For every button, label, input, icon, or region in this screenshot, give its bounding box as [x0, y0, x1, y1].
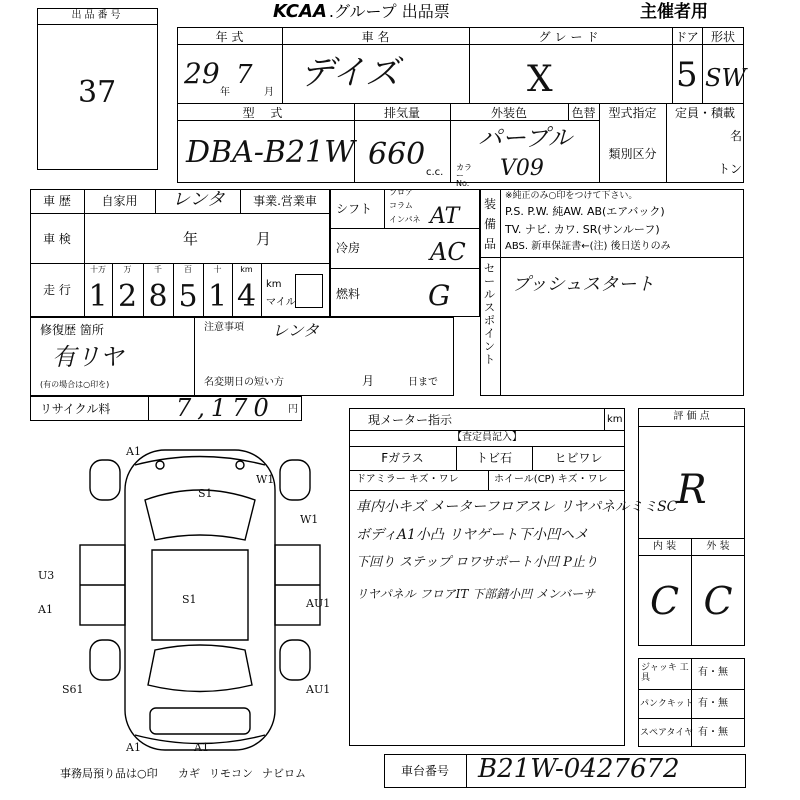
- color-no-value: V09: [500, 156, 544, 181]
- equipment-label: 装備品: [484, 197, 497, 251]
- month-unit: 月: [264, 87, 274, 98]
- windshield-label: Fガラス: [381, 451, 424, 465]
- inspection-line: 車内小キズ メーターフロアスレ リヤパネルミミSC: [356, 499, 678, 515]
- recolor-label: 色替: [571, 106, 596, 120]
- digit-label-10k: 万: [123, 265, 132, 274]
- sheet-title: .グループ 出品票: [328, 2, 450, 21]
- rear-window: [148, 645, 252, 692]
- mileage-digit: 2: [117, 279, 138, 314]
- color-value: パープル: [478, 124, 572, 152]
- damage-mark: S1: [198, 487, 213, 500]
- key-label: カギ: [178, 767, 200, 780]
- header: [273, 2, 450, 21]
- grade-value: X: [527, 59, 553, 100]
- meter-label: 現メーター指示: [368, 413, 453, 427]
- stone-chip-label: トビ石: [475, 451, 512, 465]
- interior-label: 内 装: [652, 541, 677, 552]
- model-label: 型 式: [242, 106, 289, 120]
- displacement-value: 660: [368, 137, 426, 172]
- interior-grade: C: [649, 579, 680, 623]
- navi-rom-label: ナビロム: [262, 767, 306, 780]
- equipment-note: ※純正のみ○印をつけて下さい。: [505, 191, 638, 201]
- lot-number-value: 37: [78, 75, 117, 110]
- fuel-label: 燃料: [336, 287, 361, 301]
- inspection-line: リヤパネル フロアIT 下部錆小凹 メンバーサ: [356, 587, 596, 601]
- doors-label: ドア: [675, 30, 699, 44]
- grade-title: 評 価 点: [673, 411, 710, 422]
- fuel-value: G: [428, 279, 451, 312]
- digit-label-100k: 十万: [90, 265, 106, 274]
- repair-history-label: 修復歴 箇所: [40, 323, 104, 337]
- office-note: 事務局預り品は○印: [60, 767, 158, 780]
- rear-gate: [150, 708, 250, 734]
- sales-point-label: セールスポイント: [484, 262, 495, 366]
- year-unit: 年: [220, 87, 230, 98]
- shift-inpane-label: インパネ: [389, 215, 421, 224]
- damage-mark: W1: [300, 513, 319, 526]
- equipment-line-1: P.S. P.W. 純AW. AB(エアバック): [505, 205, 665, 218]
- shift-floor-label: フロア: [389, 188, 413, 197]
- digit-label-100: 百: [184, 265, 192, 274]
- digit-label-10: 十: [213, 265, 222, 274]
- mile-label: マイル: [266, 297, 296, 308]
- recycle-fee-label: リサイクル料: [40, 402, 111, 416]
- shift-value: AT: [430, 204, 460, 229]
- history-label: 車 歴: [43, 194, 71, 208]
- inspection-label: 車 検: [43, 232, 71, 246]
- deadline-month-unit: 月: [362, 374, 375, 388]
- displacement-label: 排気量: [383, 106, 420, 120]
- business-use-label: 事業.営業車: [253, 194, 317, 208]
- puncture-kit-label: パンクキット: [640, 699, 694, 709]
- front-left-wheel: [90, 460, 120, 500]
- front-bumper-line: [135, 457, 265, 466]
- rear-left-wheel: [90, 640, 120, 680]
- name-change-deadline-label: 名変期日の短い方: [204, 377, 284, 388]
- jack-tools-yes-no: 有・無: [698, 667, 728, 678]
- exterior-grade: C: [703, 579, 733, 623]
- color-no-label: カラーNo.: [456, 163, 472, 188]
- mileage-digit: 1: [88, 279, 108, 314]
- body-label: 形状: [710, 30, 735, 44]
- repair-history-value: 有リヤ: [52, 343, 124, 371]
- rear-right-wheel: [280, 640, 310, 680]
- notes-label: 注意事項: [204, 322, 244, 333]
- meter-unit: km: [607, 414, 623, 425]
- deadline-day-unit: 日まで: [408, 377, 438, 388]
- shift-label: シフト: [336, 202, 373, 216]
- damage-mark: S61: [62, 683, 84, 696]
- inspection-line: ボディA1小凸 リヤゲート下小凹ヘメ: [356, 527, 589, 543]
- km-label: km: [266, 279, 282, 290]
- roof: [152, 550, 248, 640]
- repair-history-note: (有の場合は○印を): [40, 380, 110, 389]
- damage-mark: AU1: [306, 597, 331, 610]
- year-value: 29: [184, 57, 220, 90]
- type-spec-label: 型式指定: [608, 106, 657, 120]
- sponsor-label: 主催者用: [640, 2, 708, 22]
- front-right-wheel: [280, 460, 310, 500]
- chassis-number-value: B21W-0427672: [478, 754, 680, 784]
- capacity-label: 定員・積載: [674, 106, 735, 120]
- mileage-digit: 8: [148, 279, 168, 314]
- recycle-fee-value: 7,170: [176, 394, 275, 422]
- capacity-unit-persons: 名: [730, 129, 743, 143]
- spare-tire-yes-no: 有・無: [698, 727, 728, 738]
- mileage-digit: 4: [236, 279, 257, 314]
- capacity-unit-tons: トン: [718, 162, 743, 176]
- notes-value: レンタ: [272, 321, 319, 340]
- category-label: 類別区分: [608, 147, 657, 161]
- damage-mark: A1: [38, 603, 53, 616]
- equipment-line-2: TV. ナビ. カワ. SR(サンルーフ): [505, 223, 660, 236]
- spare-tire-label: スペアタイヤ: [640, 728, 694, 738]
- overall-grade: R: [676, 467, 707, 513]
- equipment-line-3: ABS. 新車保証書←(注) 後日送りのみ: [505, 241, 671, 252]
- damage-mark: A1: [126, 741, 141, 754]
- body-value: SW: [705, 64, 747, 92]
- color-label: 外装色: [490, 106, 527, 120]
- damage-mark: AU1: [306, 683, 331, 696]
- month-value: 7: [236, 60, 253, 90]
- lot-number-label: 出品番号: [71, 10, 124, 21]
- rental-label: レンタ: [172, 189, 225, 210]
- mileage-digit: 5: [178, 279, 198, 314]
- damage-mark: S1: [182, 593, 197, 606]
- chassis-number-label: 車台番号: [400, 764, 449, 778]
- left-headlamp: [156, 461, 164, 469]
- name-label: 車 名: [361, 30, 390, 44]
- damage-mark: A1: [126, 445, 141, 458]
- damage-mark: W1: [256, 473, 275, 486]
- displacement-unit: c.c.: [426, 167, 444, 178]
- inspector-header: 【査定員記入】: [452, 432, 522, 443]
- jack-tools-label: ジャッキ 工具: [641, 663, 689, 683]
- recycle-fee-unit: 円: [288, 404, 298, 415]
- mileage-digit: 1: [207, 279, 228, 314]
- shift-column-label: コラム: [389, 201, 413, 210]
- name-value: デイズ: [300, 53, 400, 93]
- private-use-label: 自家用: [101, 194, 138, 208]
- inspection-year-unit: 年: [183, 230, 199, 248]
- ac-label: 冷房: [336, 241, 361, 255]
- puncture-kit-yes-no: 有・無: [698, 698, 728, 709]
- digit-label-1k: 千: [154, 265, 162, 274]
- ac-value: AC: [430, 238, 466, 266]
- wheel-damage-label: ホイール(CP) キズ・ワレ: [494, 474, 608, 485]
- kcaa-logo: KCAA: [273, 1, 327, 22]
- damage-mark: U3: [38, 569, 55, 582]
- mileage-label: 走 行: [43, 283, 71, 297]
- right-headlamp: [236, 461, 244, 469]
- digit-label-km: km: [240, 265, 253, 274]
- mirror-damage-label: ドアミラー キズ・ワレ: [356, 474, 459, 485]
- model-value: DBA-B21W: [186, 135, 355, 170]
- remote-label: リモコン: [209, 767, 253, 780]
- year-label: 年 式: [215, 30, 244, 44]
- inspection-line: 下回り ステップ ロワサポート小凹 P止り: [356, 555, 598, 570]
- unit-checkbox: [295, 274, 323, 308]
- crack-label: ヒビワレ: [554, 451, 603, 465]
- doors-value: 5: [676, 55, 698, 95]
- exterior-label: 外 装: [706, 541, 730, 552]
- grade-label: グレード: [538, 30, 603, 44]
- damage-mark: A1: [194, 741, 209, 754]
- sales-point-value: プッシュスタート: [512, 274, 655, 295]
- inspection-month-unit: 月: [256, 230, 272, 248]
